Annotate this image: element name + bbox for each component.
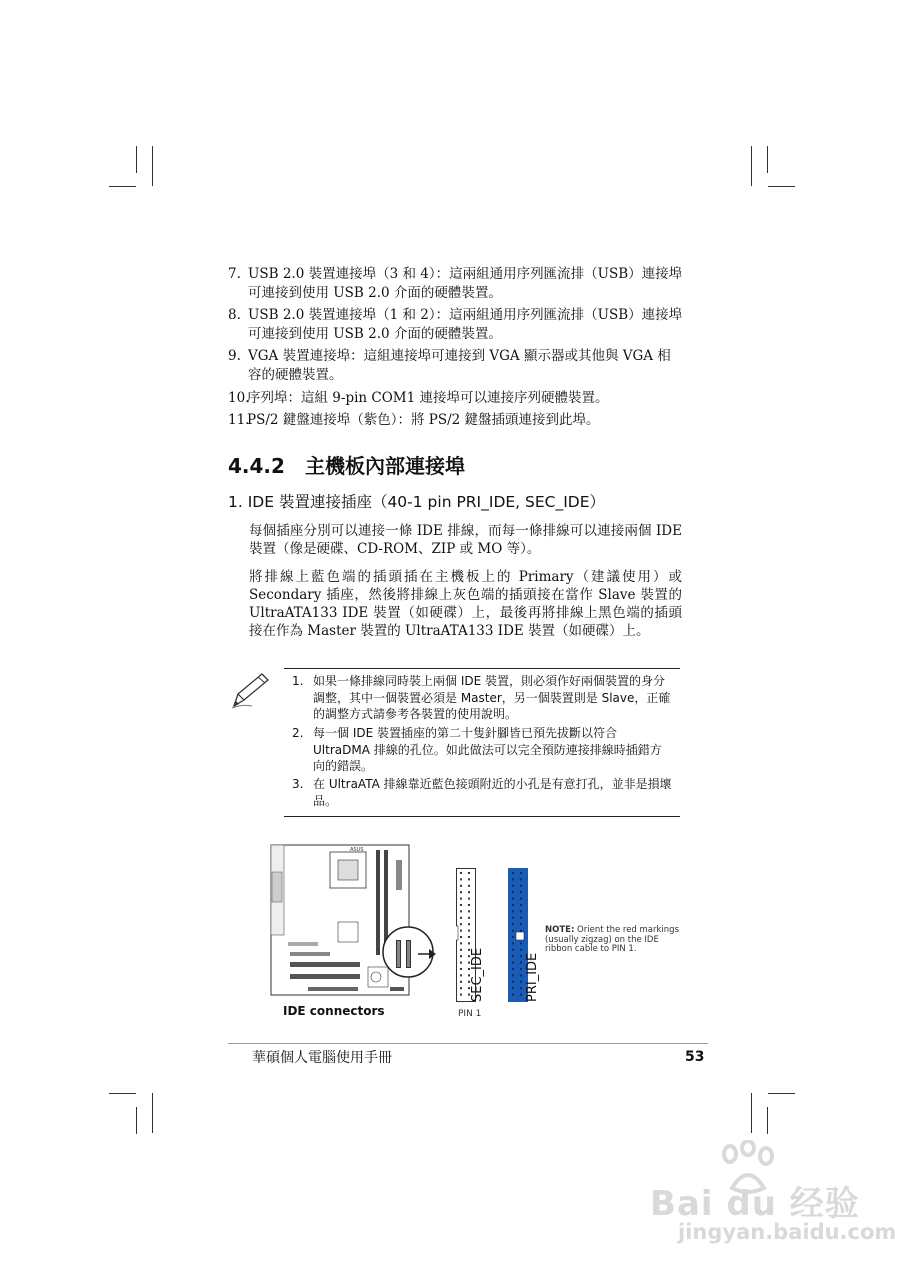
connector-pin <box>468 936 470 938</box>
connector-pin <box>520 885 522 887</box>
connector-pin <box>512 962 514 964</box>
subsection-title: 1. IDE 裝置連接插座（40-1 pin PRI_IDE, SEC_IDE） <box>228 493 606 511</box>
list-text: USB 2.0 裝置連接埠（3 和 4）：這兩組通用序列匯流排（USB）連接埠可連接到使用 USB 2.0 介面的硬體裝置。 <box>248 266 683 301</box>
connector-pin <box>460 885 462 887</box>
connector-pin <box>512 968 514 970</box>
note-item <box>292 725 672 775</box>
connector-pin <box>468 885 470 887</box>
connector-pin <box>512 910 514 912</box>
page-number: 53 <box>685 1049 705 1065</box>
connector-pin <box>460 904 462 906</box>
connector-pin <box>468 904 470 906</box>
connector-pin <box>512 923 514 925</box>
connector-pin <box>520 898 522 900</box>
connector-pin <box>468 917 470 919</box>
figure-note-text: Orient the red markings (usually zigzag) on the IDE ribbon cable to PIN 1. <box>545 925 680 954</box>
connector-pin <box>460 968 462 970</box>
connector-pin <box>512 949 514 951</box>
sec-ide-label: SEC_IDE <box>470 947 485 1002</box>
connector-pin <box>468 872 470 874</box>
connector-pin <box>520 917 522 919</box>
list-item <box>228 389 683 408</box>
pin1-label: PIN 1 <box>458 1009 482 1019</box>
note-item <box>292 673 672 723</box>
crop-mark <box>767 146 768 173</box>
figure-note-label: NOTE: <box>545 925 575 935</box>
crop-mark <box>109 1093 136 1094</box>
connector-pin <box>468 930 470 932</box>
connector-pin <box>520 930 522 932</box>
motherboard-diagram <box>268 842 438 1002</box>
connector-pin <box>460 987 462 989</box>
connector-pin <box>468 891 470 893</box>
connector-pin <box>468 898 470 900</box>
connector-pin <box>512 885 514 887</box>
connector-pin <box>520 974 522 976</box>
connector-pin <box>520 910 522 912</box>
watermark-brand: Bai du 经验 <box>650 1184 860 1224</box>
connector-pin <box>520 981 522 983</box>
list-number: 8. <box>228 307 241 323</box>
pri-ide-label: PRI_IDE <box>525 952 540 1002</box>
connector-pin <box>512 872 514 874</box>
connector-pin <box>512 981 514 983</box>
crop-mark <box>751 1093 752 1133</box>
connector-pin <box>468 878 470 880</box>
list-text: USB 2.0 裝置連接埠（1 和 2）：這兩組通用序列匯流排（USB）連接埠可連接到使用 USB 2.0 介面的硬體裝置。 <box>248 307 683 342</box>
crop-mark <box>767 1107 768 1134</box>
crop-mark <box>136 1107 137 1134</box>
connector-pin <box>460 923 462 925</box>
connector-pin <box>460 891 462 893</box>
note-item <box>292 776 672 809</box>
footer-title: 華碩個人電腦使用手冊 <box>252 1050 392 1066</box>
note-number: 2. <box>292 726 304 740</box>
watermark-url: jingyan.baidu.com <box>678 1220 897 1244</box>
crop-mark <box>109 186 136 187</box>
connector-pin <box>460 994 462 996</box>
note-text: 每一個 IDE 裝置插座的第二十隻針腳皆已預先拔斷以符合 UltraDMA 排線的孔位。如此做法可以完全預防連接排線時插錯方向的錯誤。 <box>313 726 662 773</box>
connector-pin <box>512 942 514 944</box>
connector-pin <box>512 930 514 932</box>
connector-pin <box>512 898 514 900</box>
connector-pin <box>460 878 462 880</box>
connector-pin <box>520 891 522 893</box>
connector-pin <box>512 904 514 906</box>
connector-pin <box>520 987 522 989</box>
note-text: 在 UltraATA 排線靠近藍色接頭附近的小孔是有意打孔，並非是損壞品。 <box>313 777 672 808</box>
list-item <box>228 411 683 430</box>
note-box <box>284 668 680 817</box>
connector-pin <box>468 942 470 944</box>
connector-pin <box>512 917 514 919</box>
connector-pin <box>460 981 462 983</box>
connector-pin <box>460 949 462 951</box>
connector-pin <box>460 910 462 912</box>
connector-pin <box>520 942 522 944</box>
connector-pin <box>520 923 522 925</box>
section-title: 4.4.2 主機板內部連接埠 <box>228 454 465 478</box>
connector-pin <box>512 891 514 893</box>
connector-pin <box>460 962 462 964</box>
note-number: 3. <box>292 777 304 791</box>
list-item <box>228 306 683 344</box>
footer-rule <box>228 1043 708 1044</box>
connector-pin <box>512 955 514 957</box>
list-number: 10. <box>228 390 250 406</box>
connector-pin <box>460 974 462 976</box>
pencil-note-icon <box>228 670 274 712</box>
list-text: VGA 裝置連接埠：這組連接埠可連接到 VGA 顯示器或其他與 VGA 相容的硬體裝置。 <box>248 348 671 383</box>
list-number: 7. <box>228 266 241 282</box>
connector-pin <box>520 872 522 874</box>
connector-pin <box>520 968 522 970</box>
connector-pin <box>512 936 514 938</box>
board-logo: ASUS <box>350 847 364 853</box>
crop-mark <box>768 1093 795 1094</box>
connector-pin <box>460 936 462 938</box>
connector-pin <box>468 923 470 925</box>
connector-pin <box>512 878 514 880</box>
connector-pin <box>520 994 522 996</box>
connector-pin <box>520 949 522 951</box>
connector-pin <box>520 962 522 964</box>
note-text: 如果一條排線同時裝上兩個 IDE 裝置，則必須作好兩個裝置的身分調整，其中一個裝置必須是 Master，另一個裝置則是 Slave，正確的調整方式請參考各裝置的使用說明。 <box>313 674 671 721</box>
connector-pin <box>512 974 514 976</box>
connector-pin <box>460 955 462 957</box>
connector-pin <box>460 930 462 932</box>
connector-pin <box>520 955 522 957</box>
list-text: 序列埠：這組 9-pin COM1 連接埠可以連接序列硬體裝置。 <box>247 390 609 406</box>
note-number: 1. <box>292 674 304 688</box>
connector-pin <box>460 942 462 944</box>
crop-mark <box>152 1093 153 1133</box>
connector-pin <box>460 898 462 900</box>
connector-pin <box>520 904 522 906</box>
figure-note <box>545 926 680 955</box>
list-item <box>228 347 683 385</box>
crop-mark <box>768 186 795 187</box>
connector-pin <box>520 878 522 880</box>
crop-mark <box>152 146 153 186</box>
paragraph: 每個插座分別可以連接一條 IDE 排線，而每一條排線可以連接兩個 IDE 裝置（像是硬碟、CD-ROM、ZIP 或 MO 等）。 <box>249 523 682 557</box>
list-item <box>228 265 683 303</box>
connector-pin <box>460 872 462 874</box>
figure-caption: IDE connectors <box>283 1004 385 1018</box>
crop-mark <box>136 146 137 173</box>
paragraph: 將排線上藍色端的插頭插在主機板上的 Primary（建議使用）或 Secondary 插座，然後將排線上灰色端的插頭接在當作 Slave 裝置的 UltraATA133 IDE 裝置（如硬碟）上，最後再將排線上黑色端的插頭接在作為 Master 裝置的 UltraATA133 IDE 裝置（如硬碟）上。 <box>249 569 682 639</box>
connector-pin <box>468 910 470 912</box>
list-number: 11. <box>228 412 250 428</box>
connector-pin <box>512 987 514 989</box>
list-number: 9. <box>228 348 241 364</box>
crop-mark <box>751 146 752 186</box>
list-text: PS/2 鍵盤連接埠（紫色）：將 PS/2 鍵盤插頭連接到此埠。 <box>247 412 600 428</box>
connector-pin <box>460 917 462 919</box>
connector-pin <box>512 994 514 996</box>
